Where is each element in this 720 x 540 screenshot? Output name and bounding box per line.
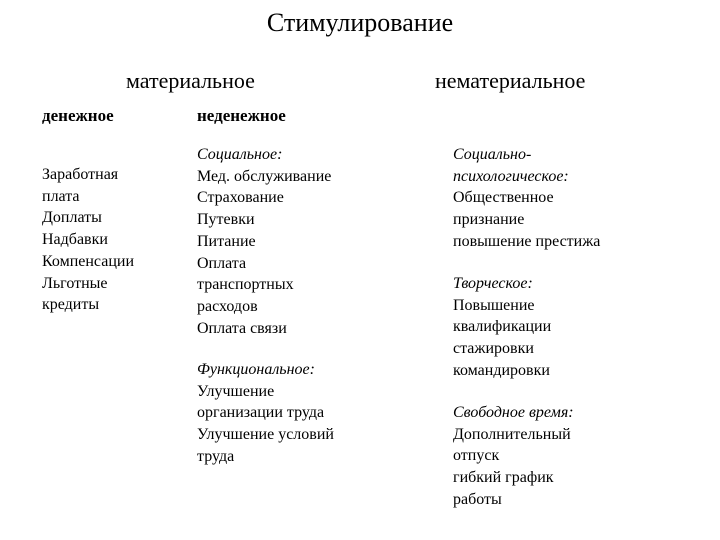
list-item: труда: [197, 447, 235, 465]
list-item: Питание: [197, 232, 256, 250]
list-item: Путевки: [197, 211, 255, 229]
page-title: Стимулирование: [266, 8, 454, 37]
list-item: Мед. обслуживание: [197, 167, 332, 185]
list-item: Заработная: [42, 166, 119, 183]
list-item: кредиты: [42, 296, 100, 314]
list-item: Страхование: [197, 189, 284, 207]
list-item: Общественное: [453, 189, 554, 207]
list-item: организации труда: [197, 404, 325, 422]
creative-group: [453, 273, 551, 382]
list-item: Оплата: [197, 254, 247, 272]
list-item: Улучшение: [197, 382, 275, 400]
list-item: Повышение: [453, 296, 535, 314]
free-time-heading: Свободное время:: [453, 404, 574, 421]
list-item: квалификации: [453, 318, 552, 336]
free-time-group: [453, 402, 574, 511]
list-item: Надбавки: [42, 231, 108, 249]
material-heading: материальное: [126, 68, 255, 93]
socio-psych-heading: Социально-: [453, 146, 532, 163]
list-item: командировки: [453, 361, 550, 379]
list-item: признание: [453, 211, 525, 229]
list-item: повышение престижа: [453, 232, 601, 250]
list-item: Оплата связи: [197, 319, 287, 337]
social-heading: Социальное:: [197, 146, 283, 163]
list-item: работы: [453, 490, 502, 508]
nonmaterial-heading: нематериальное: [435, 68, 586, 93]
list-item: расходов: [197, 297, 258, 315]
monetary-heading: денежное: [42, 106, 114, 125]
list-item: отпуск: [453, 447, 500, 465]
social-group: [197, 144, 331, 339]
list-item: Улучшение условий: [197, 426, 334, 444]
monetary-list: [42, 164, 134, 316]
list-item: стажировки: [453, 340, 534, 358]
list-item: гибкий график: [453, 469, 554, 487]
nonmonetary-heading: неденежное: [197, 106, 286, 125]
list-item: Льготные: [42, 274, 108, 292]
functional-heading: Функциональное:: [197, 361, 315, 378]
list-item: Дополнительный: [453, 425, 571, 443]
creative-heading: Творческое:: [453, 275, 533, 292]
list-item: плата: [42, 187, 80, 205]
socio-psych-heading: психологическое:: [453, 167, 569, 185]
socio-psych-group: [453, 144, 600, 253]
list-item: транспортных: [197, 276, 294, 294]
list-item: Компенсации: [42, 252, 135, 270]
list-item: Доплаты: [42, 209, 102, 227]
functional-group: [197, 359, 334, 468]
